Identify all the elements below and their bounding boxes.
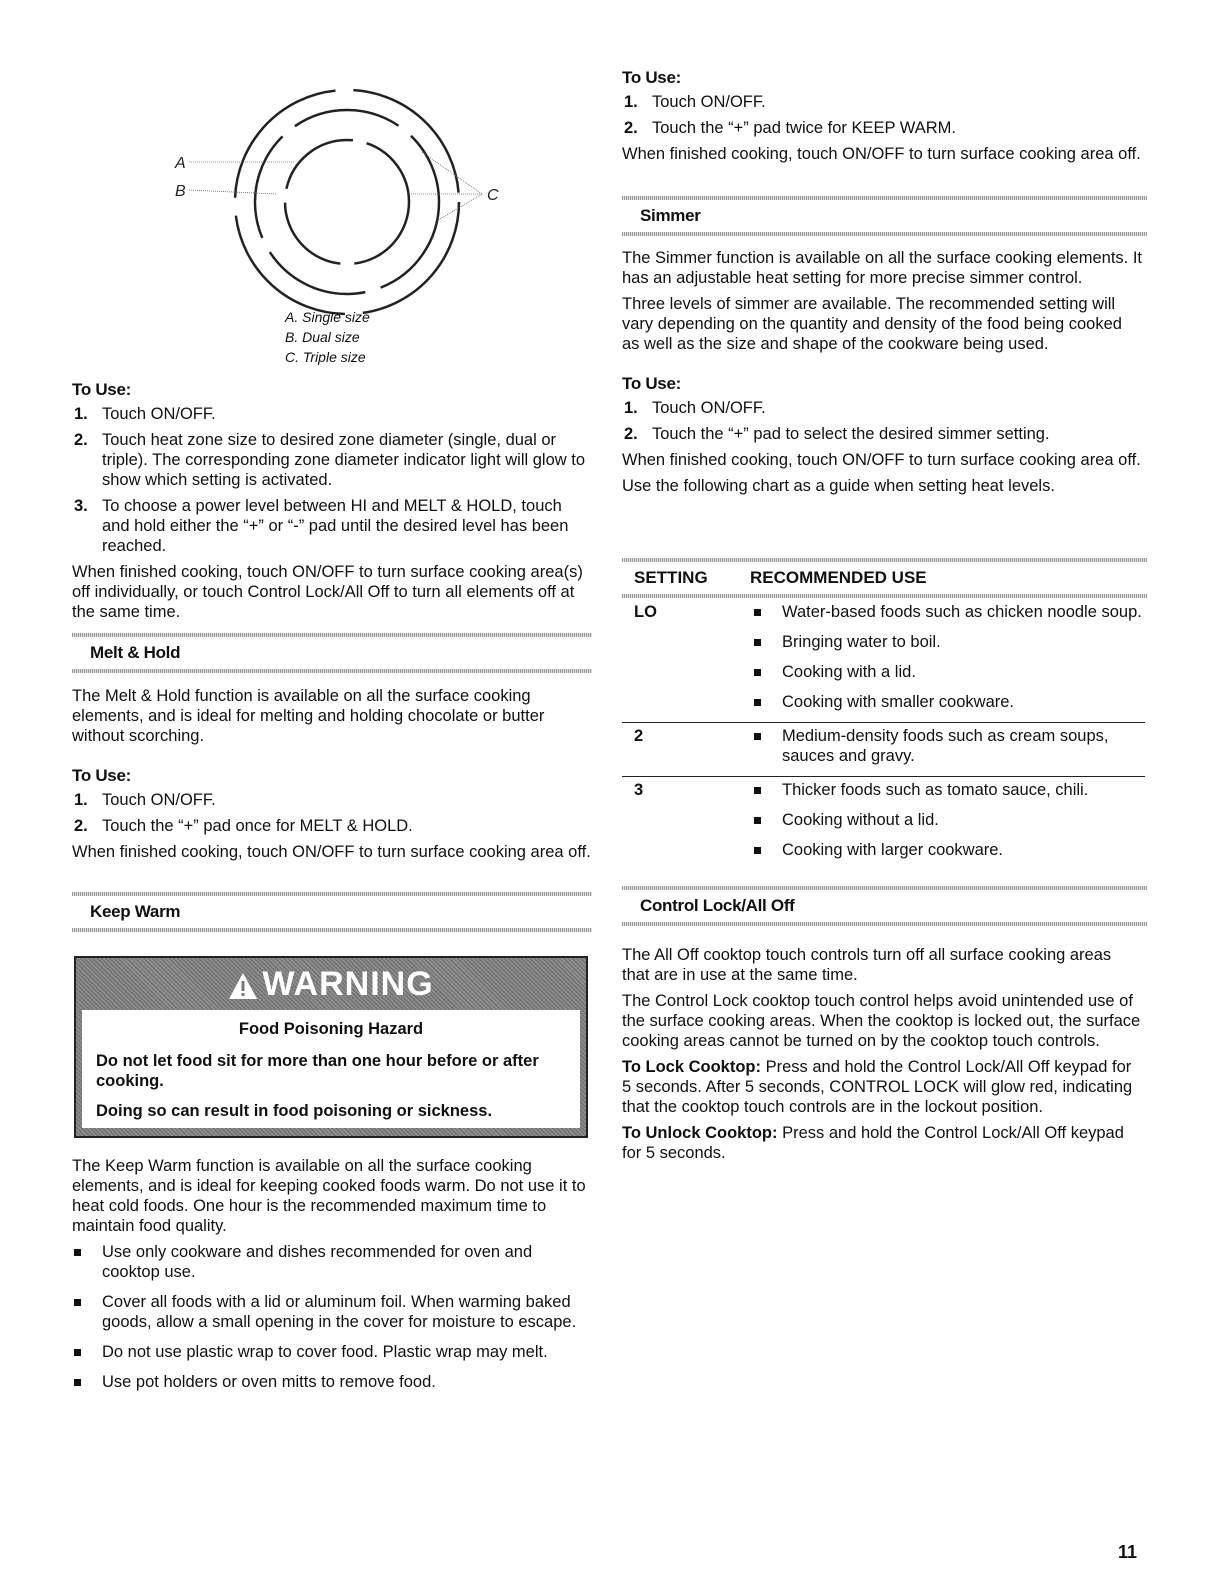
dual-zone-ring: [255, 110, 439, 294]
list-item: Medium-density foods such as cream soups, sauces and gravy.: [752, 726, 1145, 766]
warning-line: Doing so can result in food poisoning or sickness.: [96, 1102, 493, 1120]
list-item: Cover all foods with a lid or aluminum foil. When warming baked goods, allow a small opening in the cover for moisture to escape.: [72, 1292, 592, 1332]
keep-warm-header: [72, 892, 592, 932]
paragraph: To Unlock Cooktop: Press and hold the Control Lock/All Off keypad for 5 seconds.: [622, 1124, 1124, 1162]
unlock-label: To Unlock Cooktop:: [622, 1124, 778, 1142]
label-b: B: [175, 183, 186, 200]
to-use-heading: To Use:: [72, 380, 131, 399]
paragraph: Use the following chart as a guide when setting heat levels.: [622, 477, 1055, 495]
caption-a: A. Single size: [285, 309, 370, 325]
paragraph: The Melt & Hold function is available on all the surface cooking elements, and is ideal for melting and holding chocolate or butter without scorching.: [72, 687, 545, 745]
step-item: 1. Touch ON/OFF.: [74, 791, 216, 809]
step-item: 2. Touch the “+” pad twice for KEEP WARM.: [624, 119, 956, 137]
warning-header: [76, 958, 586, 1010]
table-row: [622, 777, 1145, 871]
single-zone-ring: [285, 140, 409, 264]
setting-cell: LO: [634, 603, 657, 621]
bullet-icon: [754, 817, 761, 824]
bullet-icon: [754, 787, 761, 794]
step-item: 2. Touch the “+” pad once for MELT & HOLD.: [74, 817, 413, 835]
step-item: 2. Touch heat zone size to desired zone diameter (single, dual or triple). The corresponding zone diameter indicator light will glow to show which setting is activated.: [74, 431, 586, 489]
list-item: Water-based foods such as chicken noodle soup.: [752, 602, 1145, 622]
paragraph: When finished cooking, touch ON/OFF to turn surface cooking area(s) off individually, or touch Control Lock/All Off to turn all elements off at the same time.: [72, 563, 583, 621]
lock-label: To Lock Cooktop:: [622, 1058, 762, 1076]
section-title: Simmer: [640, 206, 701, 225]
label-a: A: [175, 155, 186, 172]
melt-hold-section: [72, 686, 592, 862]
paragraph: The Keep Warm function is available on all the surface cooking elements, and is ideal for keeping cooked foods warm. Do not use it to heat cold foods. One hour is the recommended maximum time to maintain food quality.: [72, 1157, 586, 1235]
step-item: 3. To choose a power level between HI and MELT & HOLD, touch and hold either the “+” or “-” pad until the desired level has been reached.: [74, 497, 569, 555]
setting-cell: 2: [622, 723, 752, 777]
paragraph: When finished cooking, touch ON/OFF to turn surface cooking area off.: [622, 451, 1141, 469]
step-item: 1. Touch ON/OFF.: [624, 399, 766, 417]
bullet-icon: [754, 733, 761, 740]
list-item: Cooking with larger cookware.: [752, 840, 1145, 860]
to-use-heading: To Use:: [72, 766, 131, 785]
paragraph: The All Off cooktop touch controls turn off all surface cooking areas that are in use at the same time.: [622, 946, 1112, 984]
caption-b: B. Dual size: [285, 329, 360, 345]
bullet-icon: [74, 1249, 81, 1256]
to-use-heading: To Use:: [622, 374, 681, 393]
to-use-heading: To Use:: [622, 68, 681, 87]
simmer-section: [622, 248, 1142, 496]
bullet-icon: [74, 1379, 81, 1386]
simmer-chart: [622, 602, 1145, 870]
bullet-icon: [754, 639, 761, 646]
list-item: Cooking with a lid.: [752, 662, 1145, 682]
section-title: Keep Warm: [90, 902, 181, 921]
to-use-section-1: [72, 380, 592, 622]
caption-c: C. Triple size: [285, 349, 366, 365]
section-title: Melt & Hold: [90, 643, 181, 662]
keep-warm-section: [72, 1156, 592, 1402]
to-use-keep-warm: [622, 68, 1142, 164]
paragraph: When finished cooking, touch ON/OFF to turn surface cooking area off.: [622, 145, 1141, 163]
use-column-header: RECOMMENDED USE: [750, 568, 927, 587]
bullet-icon: [74, 1349, 81, 1356]
setting-cell: 3: [622, 777, 752, 871]
table-row: [622, 602, 1145, 723]
paragraph: Three levels of simmer are available. The recommended setting will vary depending on the quantity and density of the food being cooked as well as the size and shape of the cookware being used.: [622, 295, 1122, 353]
warning-label: WARNING: [262, 965, 434, 1003]
triple-zone-ring: [235, 90, 459, 314]
hazard-title: Food Poisoning Hazard: [238, 1020, 424, 1038]
list-item: Cooking with smaller cookware.: [752, 692, 1145, 712]
paragraph: The Simmer function is available on all the surface cooking elements. It has an adjustable heat setting for more precise simmer control.: [622, 249, 1143, 287]
bullet-icon: [74, 1299, 81, 1306]
bullet-icon: [754, 699, 761, 706]
step-item: 1. Touch ON/OFF.: [624, 93, 766, 111]
list-item: Thicker foods such as tomato sauce, chili.: [752, 780, 1145, 800]
table-row: [622, 723, 1145, 777]
chart-header: [622, 558, 1147, 598]
list-item: Bringing water to boil.: [752, 632, 1145, 652]
bullet-icon: [754, 847, 761, 854]
paragraph: When finished cooking, touch ON/OFF to turn surface cooking area off.: [72, 843, 591, 861]
step-item: 2. Touch the “+” pad to select the desired simmer setting.: [624, 425, 1050, 443]
setting-column-header: SETTING: [634, 568, 708, 587]
step-item: 1. Touch ON/OFF.: [74, 405, 216, 423]
cooktop-zone-diagram: [167, 82, 507, 317]
list-item: Use only cookware and dishes recommended for oven and cooktop use.: [72, 1242, 592, 1282]
melt-hold-header: [72, 633, 592, 673]
warning-box: [74, 956, 588, 1138]
bullet-icon: [754, 609, 761, 616]
label-c: C: [487, 187, 499, 204]
control-lock-header: [622, 886, 1147, 926]
paragraph: The Control Lock cooktop touch control helps avoid unintended use of the surface cooking areas. When the cooktop is locked out, the surface cooking areas cannot be turned on by the cooktop touch controls.: [622, 992, 1141, 1050]
warning-line: Do not let food sit for more than one hour before or after cooking.: [96, 1052, 539, 1090]
list-item: Cooking without a lid.: [752, 810, 1145, 830]
bullet-icon: [754, 669, 761, 676]
page-number: 11: [1118, 1542, 1138, 1562]
list-item: Do not use plastic wrap to cover food. Plastic wrap may melt.: [72, 1342, 592, 1362]
paragraph: To Lock Cooktop: Press and hold the Control Lock/All Off keypad for 5 seconds. After 5 seconds, CONTROL LOCK will glow red, indicating that the cooktop touch controls are in the lockout position.: [622, 1058, 1133, 1116]
control-lock-section: [622, 945, 1142, 1163]
section-title: Control Lock/All Off: [640, 896, 795, 915]
simmer-header: [622, 196, 1147, 236]
warning-triangle-icon: [228, 972, 258, 1000]
list-item: Use pot holders or oven mitts to remove food.: [72, 1372, 592, 1392]
